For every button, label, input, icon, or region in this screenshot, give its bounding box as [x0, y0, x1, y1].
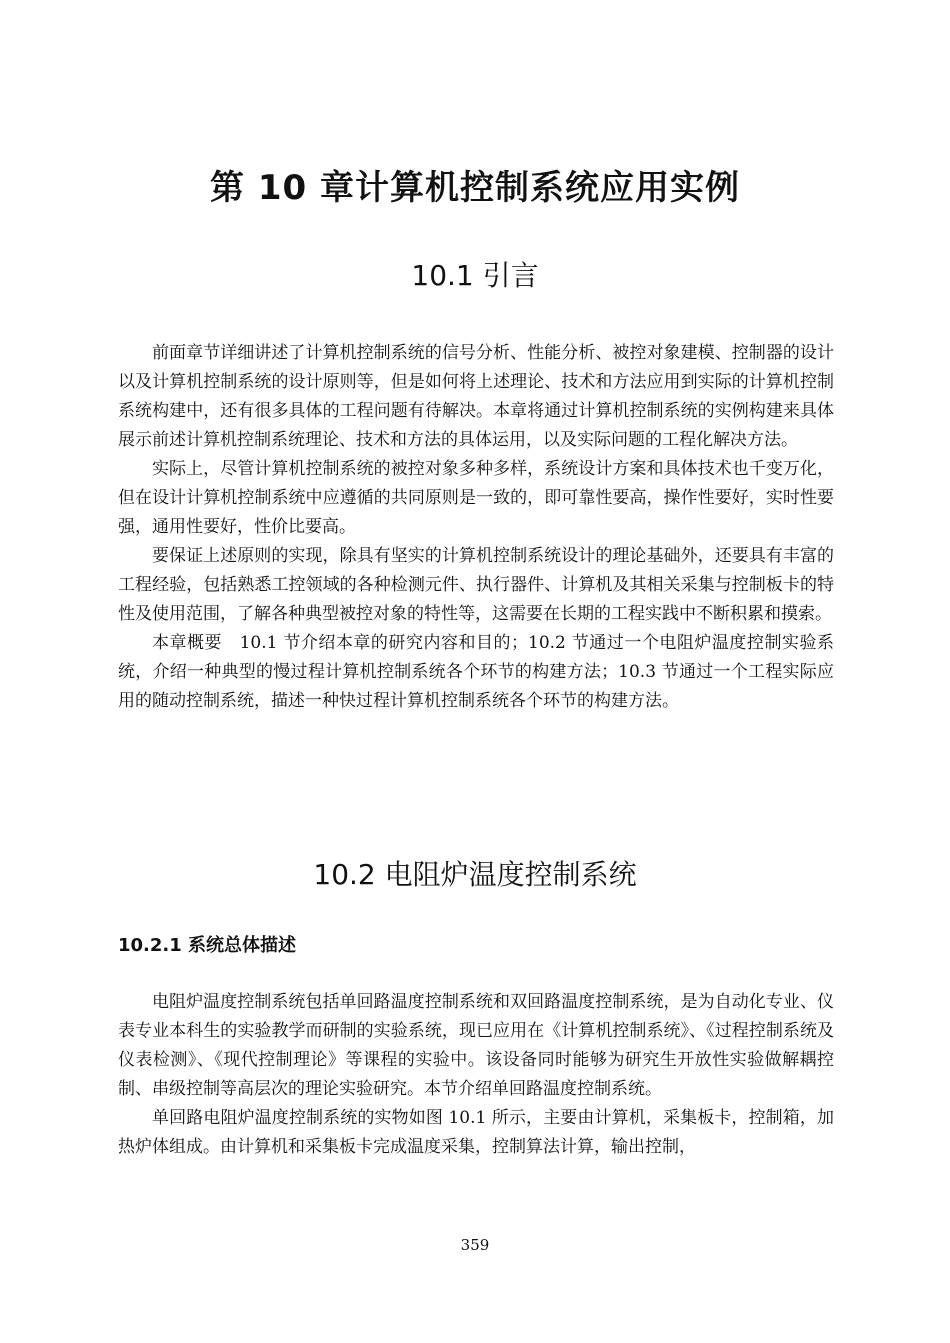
paragraph: 本章概要 10.1 节介绍本章的研究内容和目的；10.2 节通过一个电阻炉温度控制实验系统，介绍一种典型的慢过程计算机控制系统各个环节的构建方法；10.3 节通过一个工程实际应用的随动控制系统，描述一种快过程计算机控制系统各个环节的构建方法。 — [118, 633, 834, 711]
paragraph: 单回路电阻炉温度控制系统的实物如图 10.1 所示，主要由计算机，采集板卡，控制箱，加热炉体组成。由计算机和采集板卡完成温度采集，控制算法计算，输出控制， — [118, 1108, 834, 1157]
subsection-body — [118, 988, 834, 1162]
paragraph: 前面章节详细讲述了计算机控制系统的信号分析、性能分析、被控对象建模、控制器的设计以及计算机控制系统的设计原则等，但是如何将上述理论、技术和方法应用到实际的计算机控制系统构建中，还有很多具体的工程问题有待解决。本章将通过计算机控制系统的实例构建来具体展示前述计算机控制系统理论、技术和方法的具体运用，以及实际问题的工程化解决方法。 — [118, 343, 834, 450]
page-number: 359 — [460, 1236, 490, 1254]
chapter-title: 第 10 章计算机控制系统应用实例 — [210, 168, 740, 208]
paragraph: 电阻炉温度控制系统包括单回路温度控制系统和双回路温度控制系统，是为自动化专业、仪表专业本科生的实验教学而研制的实验系统，现已应用在《计算机控制系统》、《过程控制系统及仪表检测》、《现代控制理论》等课程的实验中。该设备同时能够为研究生开放性实验做解耦控制、串级控制等高层次的理论实验研究。本节介绍单回路温度控制系统。 — [118, 992, 834, 1099]
subsection-title: 10.2.1 系统总体描述 — [118, 935, 297, 956]
paragraph: 要保证上述原则的实现，除具有坚实的计算机控制系统设计的理论基础外，还要具有丰富的工程经验，包括熟悉工控领域的各种检测元件、执行器件、计算机及其相关采集与控制板卡的特性及使用范围，了解各种典型被控对象的特性等，这需要在长期的工程实践中不断积累和摸索。 — [118, 546, 834, 624]
paragraph: 实际上，尽管计算机控制系统的被控对象多种多样，系统设计方案和具体技术也千变万化，但在设计计算机控制系统中应遵循的共同原则是一致的，即可靠性要高，操作性要好，实时性要强，通用性要好，性价比要高。 — [118, 459, 834, 537]
intro-body — [118, 339, 834, 716]
section-title-intro: 10.1 引言 — [411, 259, 539, 292]
section-title-furnace: 10.2 电阻炉温度控制系统 — [313, 858, 637, 891]
